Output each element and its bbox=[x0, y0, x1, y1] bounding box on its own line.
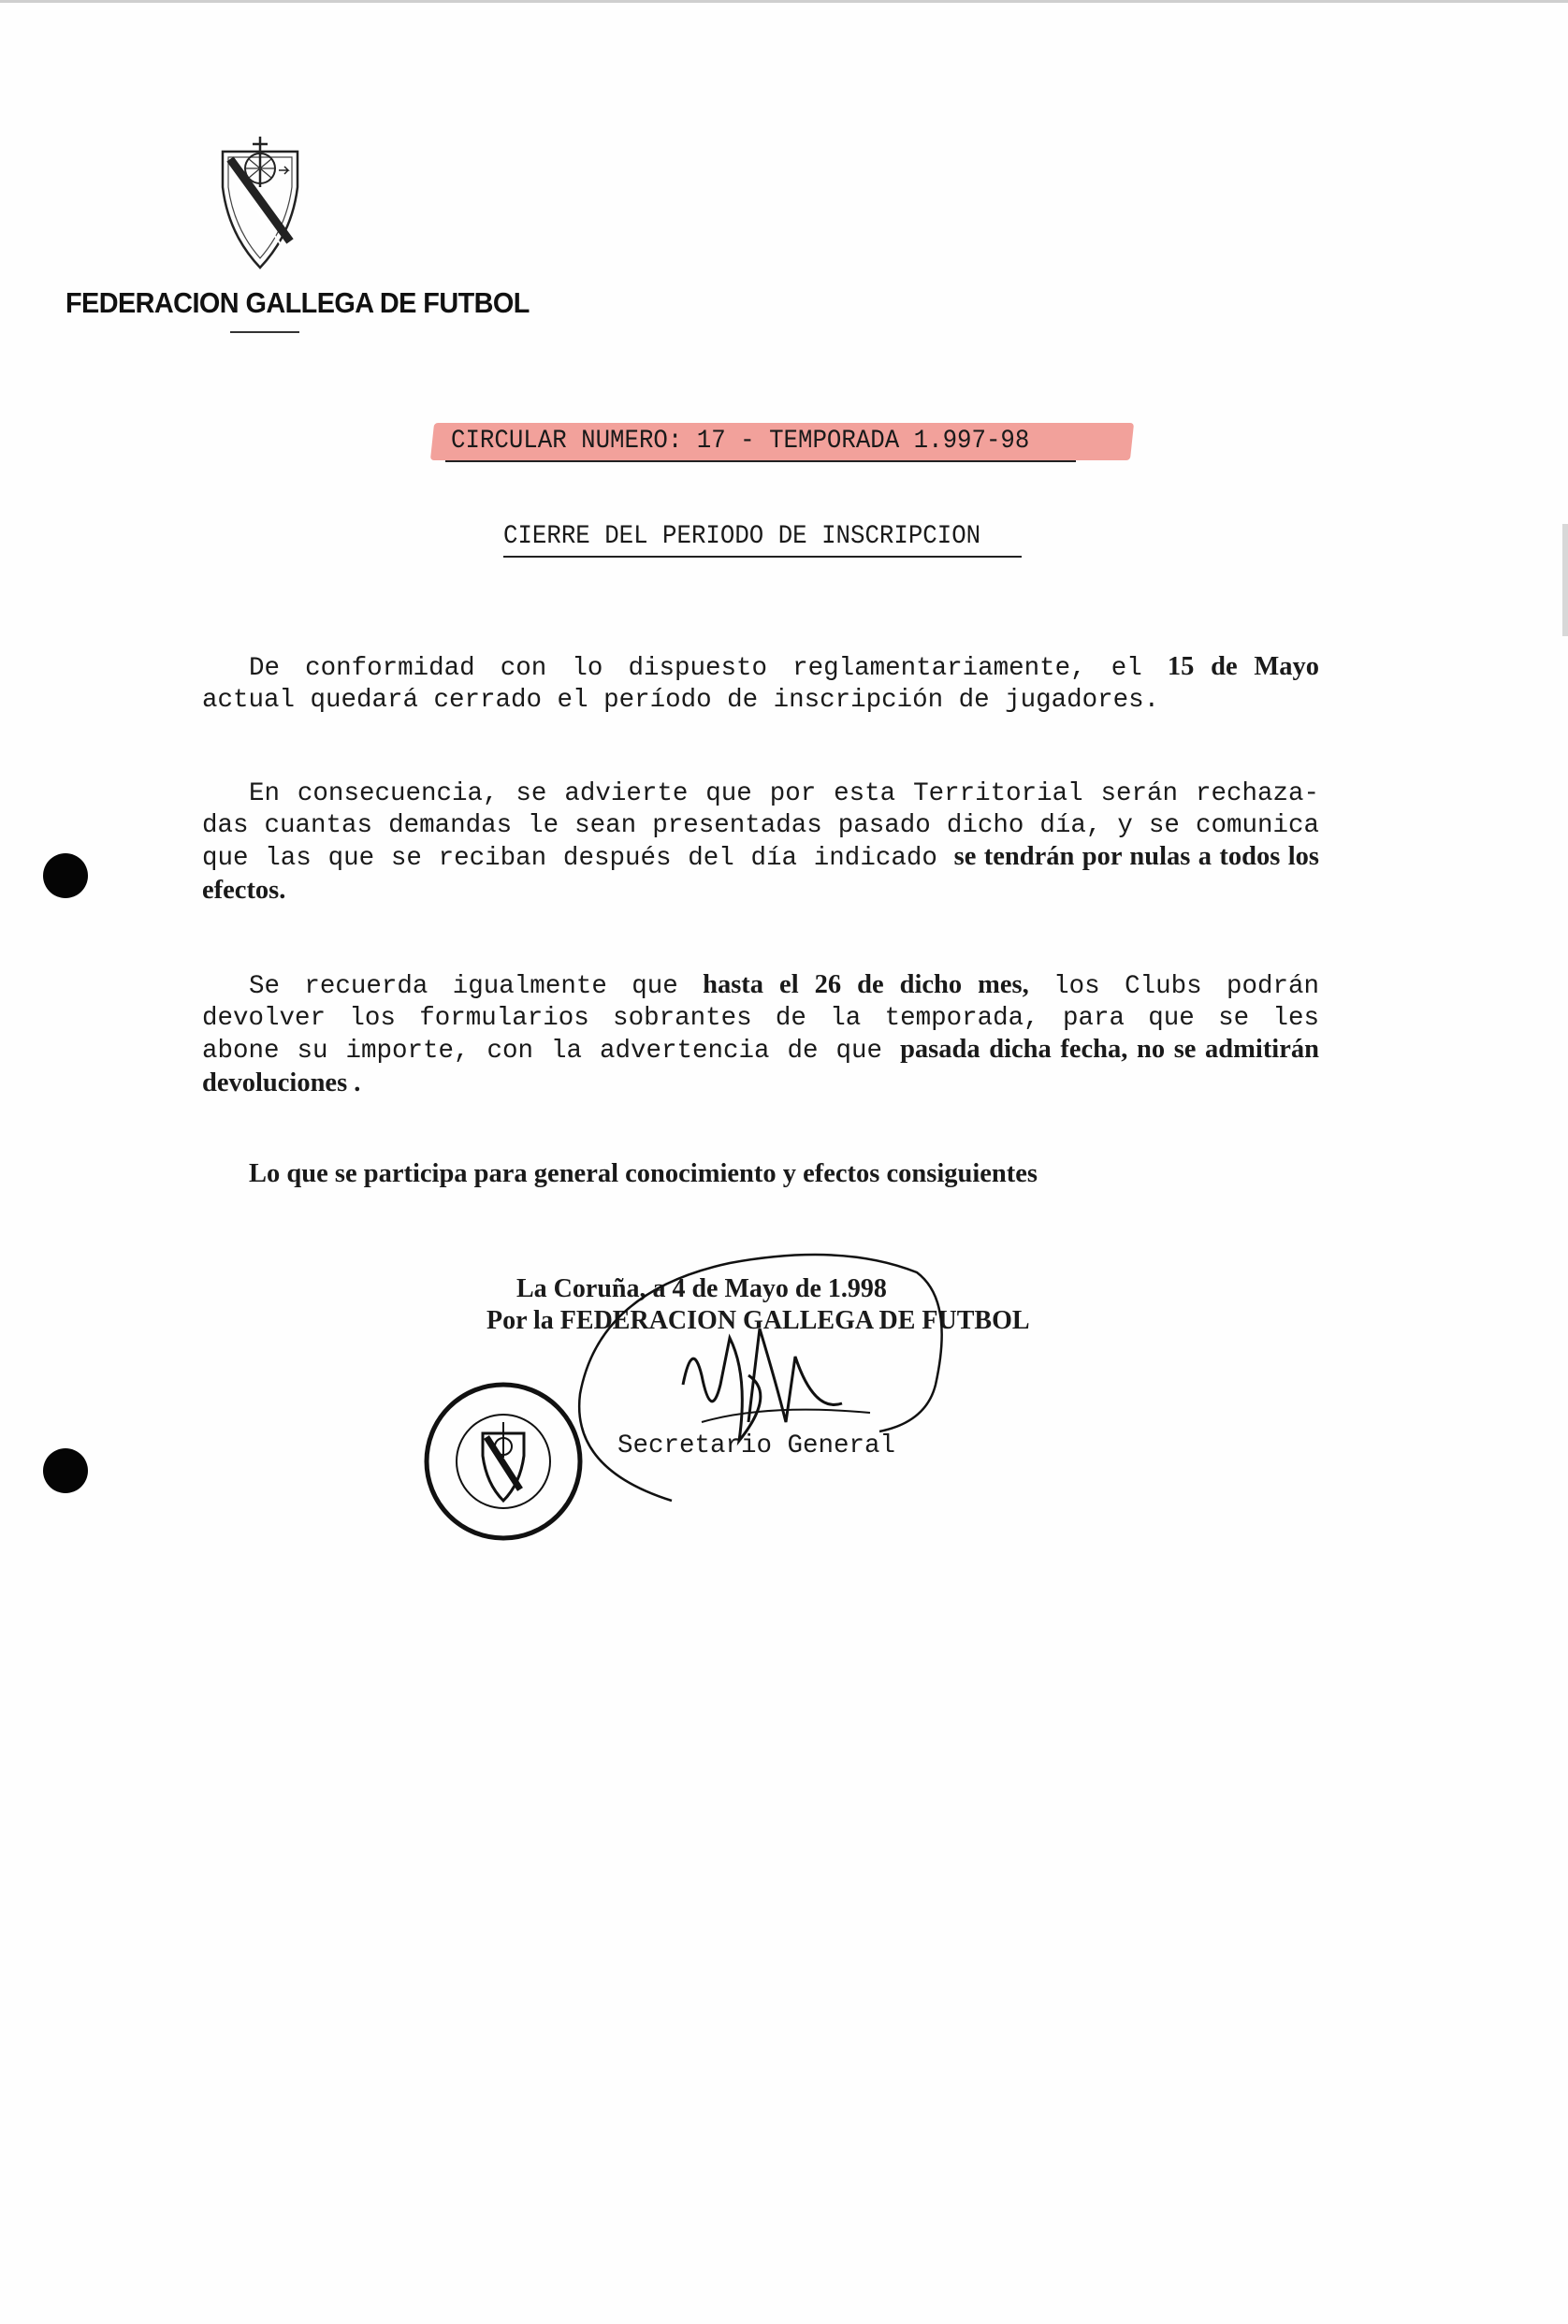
scan-top-edge bbox=[0, 0, 1568, 3]
p2-bold-text: se tendrán por nulas a todos los efectos. bbox=[202, 842, 1319, 905]
circular-underline bbox=[445, 460, 1076, 462]
p3-bold-deadline: hasta el 26 de dicho mes, bbox=[703, 970, 1029, 999]
by-line: Por la FEDERACION GALLEGA DE FUTBOL bbox=[486, 1306, 1030, 1335]
place-date: La Coruña, a 4 de Mayo de 1.998 bbox=[516, 1274, 887, 1303]
punch-hole-upper bbox=[43, 853, 88, 898]
organization-name: FEDERACION GALLEGA DE FUTBOL bbox=[65, 286, 530, 319]
p1-text-a: De conformidad con lo dispuesto reglamentariamente, el bbox=[249, 654, 1142, 683]
subject-title: CIERRE DEL PERIODO DE INSCRIPCION bbox=[503, 522, 981, 551]
paragraph-2 bbox=[202, 778, 1319, 908]
paragraph-closing: Lo que se participa para general conocimiento y efectos consiguientes bbox=[249, 1159, 1038, 1188]
subject-underline bbox=[503, 556, 1022, 558]
p1-text-c: actual quedará cerrado el período de inscripción de jugadores. bbox=[202, 685, 1160, 715]
p2-text-a: En consecuencia, se advierte que por esta Territorial serán rechaza-das cuantas demandas le sean presentadas pasado dicho día, y se comunica que las que se reciban después del día indicado bbox=[202, 779, 1319, 873]
punch-hole-lower bbox=[43, 1448, 88, 1493]
p3-text-a: Se recuerda igualmente que bbox=[249, 972, 678, 1001]
fgf-crest-icon bbox=[217, 131, 303, 271]
scan-right-edge bbox=[1562, 524, 1568, 636]
p3-bold-warning: pasada dicha fecha, no se admitirán devoluciones . bbox=[202, 1035, 1319, 1097]
federation-seal bbox=[423, 1381, 584, 1542]
p1-bold-date: 15 de Mayo bbox=[1167, 652, 1319, 681]
p3-text-c: los Clubs podrán devolver los formularios sobrantes de la temporada, para que se les abone su importe, con la advertencia de que bbox=[202, 972, 1319, 1066]
signatory-role: Secretario General bbox=[617, 1431, 896, 1460]
organization-underline bbox=[230, 331, 299, 333]
paragraph-3 bbox=[202, 969, 1319, 1100]
paragraph-1 bbox=[202, 651, 1319, 716]
circular-title: CIRCULAR NUMERO: 17 - TEMPORADA 1.997-98 bbox=[451, 427, 1030, 456]
handwritten-signature bbox=[561, 1235, 954, 1516]
